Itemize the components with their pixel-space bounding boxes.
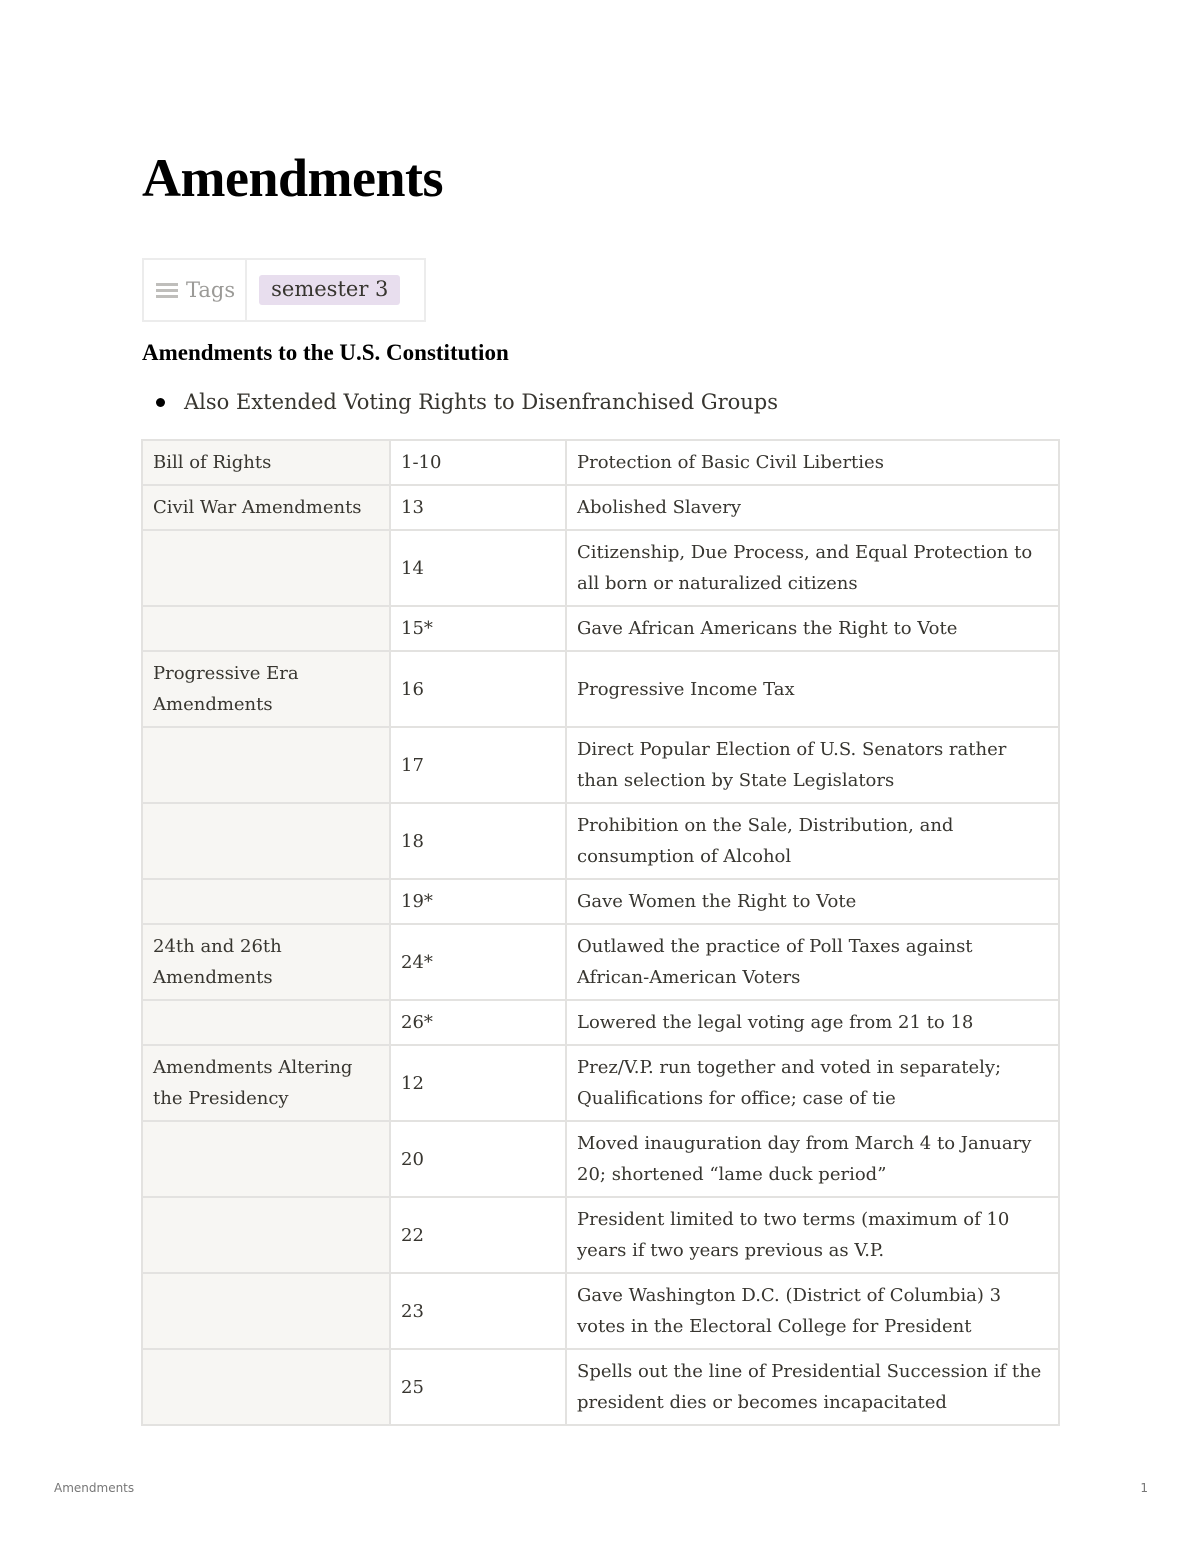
number-cell: 24*	[390, 924, 566, 1000]
table-row	[142, 651, 1059, 727]
number-cell: 12	[390, 1045, 566, 1121]
description-cell: Protection of Basic Civil Liberties	[566, 440, 1059, 485]
table-row	[142, 1045, 1059, 1121]
description-cell: Prohibition on the Sale, Distribution, and consumption of Alcohol	[566, 803, 1059, 879]
group-cell	[142, 727, 390, 803]
description-cell: Gave Women the Right to Vote	[566, 879, 1059, 924]
description-cell: Gave Washington D.C. (District of Columbia) 3 votes in the Electoral College for President	[566, 1273, 1059, 1349]
table-row	[142, 1121, 1059, 1197]
table-row	[142, 485, 1059, 530]
group-cell	[142, 879, 390, 924]
section-heading: Amendments to the U.S. Constitution	[142, 340, 509, 365]
properties-block	[142, 258, 426, 322]
number-cell: 26*	[390, 1000, 566, 1045]
group-cell: Civil War Amendments	[142, 485, 390, 530]
group-cell	[142, 1197, 390, 1273]
description-cell: Abolished Slavery	[566, 485, 1059, 530]
description-cell: Progressive Income Tax	[566, 651, 1059, 727]
number-cell: 1-10	[390, 440, 566, 485]
number-cell: 17	[390, 727, 566, 803]
description-cell: Citizenship, Due Process, and Equal Protection to all born or naturalized citizens	[566, 530, 1059, 606]
description-cell: President limited to two terms (maximum of 10 years if two years previous as V.P.	[566, 1197, 1059, 1273]
tags-property[interactable]	[144, 260, 247, 320]
group-cell: Bill of Rights	[142, 440, 390, 485]
description-cell: Spells out the line of Presidential Succession if the president dies or becomes incapacitated	[566, 1349, 1059, 1425]
description-cell: Direct Popular Election of U.S. Senators rather than selection by State Legislators	[566, 727, 1059, 803]
page-title: Amendments	[142, 148, 443, 208]
table-row	[142, 440, 1059, 485]
bullet-icon	[156, 398, 165, 407]
description-cell: Prez/V.P. run together and voted in separately; Qualifications for office; case of tie	[566, 1045, 1059, 1121]
group-cell	[142, 1349, 390, 1425]
group-cell	[142, 1121, 390, 1197]
tags-value-cell[interactable]	[247, 260, 424, 320]
number-cell: 19*	[390, 879, 566, 924]
description-cell: Lowered the legal voting age from 21 to 18	[566, 1000, 1059, 1045]
number-cell: 22	[390, 1197, 566, 1273]
group-cell: Progressive Era Amendments	[142, 651, 390, 727]
tags-label: Tags	[186, 278, 236, 302]
table-row	[142, 1000, 1059, 1045]
table-row	[142, 727, 1059, 803]
number-cell: 13	[390, 485, 566, 530]
footer-page-number: 1	[1140, 1481, 1148, 1495]
group-cell	[142, 530, 390, 606]
number-cell: 14	[390, 530, 566, 606]
table-row	[142, 924, 1059, 1000]
list-icon	[156, 282, 178, 298]
number-cell: 23	[390, 1273, 566, 1349]
number-cell: 20	[390, 1121, 566, 1197]
table-row	[142, 1273, 1059, 1349]
list-item	[142, 386, 778, 418]
number-cell: 25	[390, 1349, 566, 1425]
table-row	[142, 803, 1059, 879]
footer-doc-name: Amendments	[54, 1481, 135, 1495]
amendments-table	[141, 439, 1060, 1426]
table-row	[142, 1349, 1059, 1425]
number-cell: 18	[390, 803, 566, 879]
group-cell	[142, 803, 390, 879]
table-row	[142, 1197, 1059, 1273]
number-cell: 16	[390, 651, 566, 727]
table-row	[142, 530, 1059, 606]
description-cell: Moved inauguration day from March 4 to January 20; shortened “lame duck period”	[566, 1121, 1059, 1197]
group-cell: 24th and 26th Amendments	[142, 924, 390, 1000]
description-cell: Outlawed the practice of Poll Taxes against African-American Voters	[566, 924, 1059, 1000]
group-cell	[142, 606, 390, 651]
description-cell: Gave African Americans the Right to Vote	[566, 606, 1059, 651]
table-row	[142, 606, 1059, 651]
number-cell: 15*	[390, 606, 566, 651]
group-cell: Amendments Altering the Presidency	[142, 1045, 390, 1121]
group-cell	[142, 1273, 390, 1349]
group-cell	[142, 1000, 390, 1045]
list-item-text: Also Extended Voting Rights to Disenfranchised Groups	[184, 390, 779, 414]
table-row	[142, 879, 1059, 924]
bullet-list	[142, 386, 778, 418]
tag-badge[interactable]: semester 3	[259, 275, 400, 305]
